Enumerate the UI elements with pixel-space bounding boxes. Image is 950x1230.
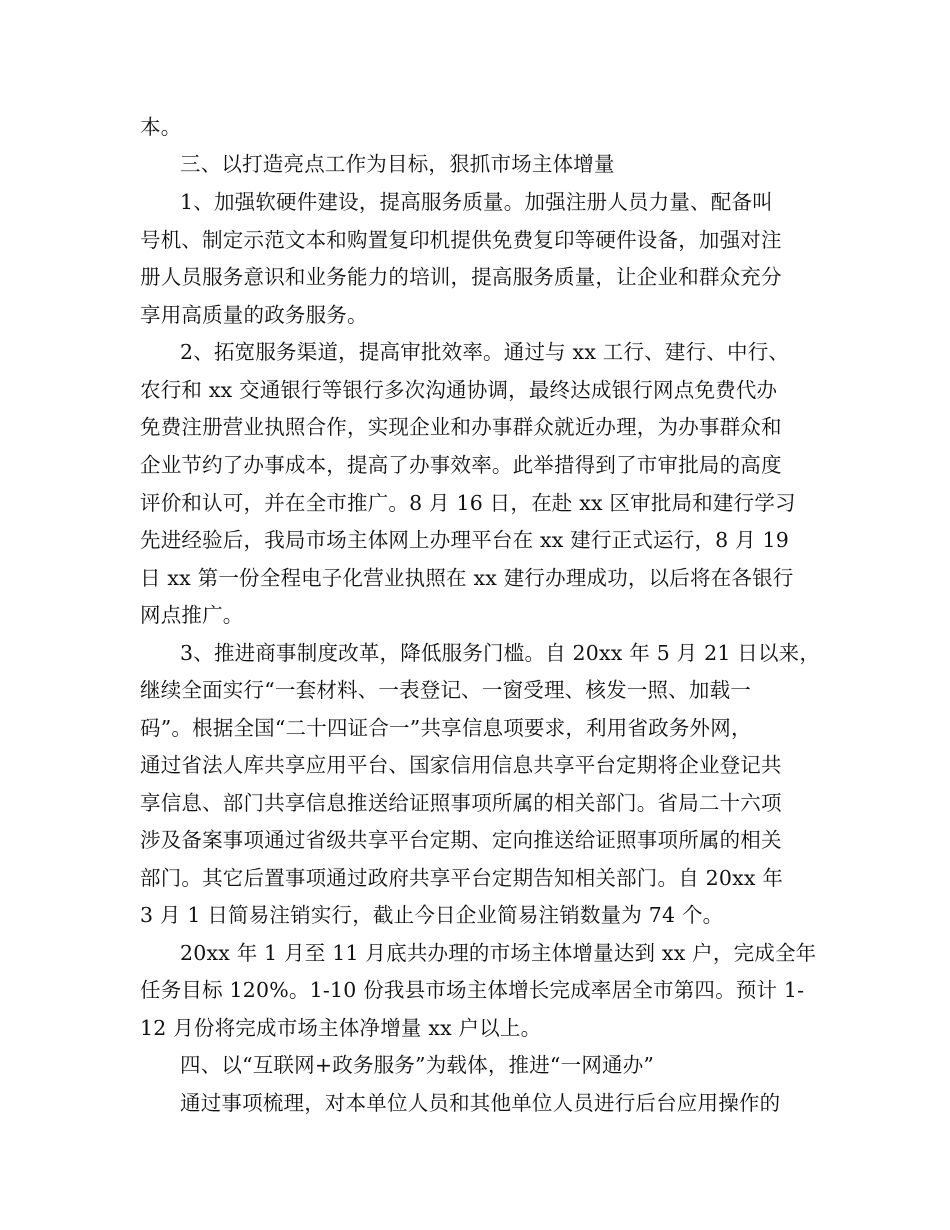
text-line: 享信息、部门共享信息推送给证照事项所属的相关部门。省局二十六项 [140,791,782,815]
section-heading: 四、以“互联网+政务服务”为载体，推进“一网通办” [180,1053,655,1077]
text-line: 3 月 1 日简易注销实行，截止今日企业简易注销数量为 74 个。 [140,903,724,927]
text-line: 涉及备案事项通过省级共享平台定期、定向推送给证照事项所属的相关 [140,828,782,852]
text-line: 码”。根据全国“二十四证合一”共享信息项要求，利用省政务外网， [140,716,752,740]
text-line: 任务目标 120%。1-10 份我县市场主体增长完成率居全市第四。预计 1- [140,978,805,1002]
text-line: 日 xx 第一份全程电子化营业执照在 xx 建行办理成功，以后将在各银行 [140,566,794,590]
text-line: 企业节约了办事成本，提高了办事效率。此举措得到了市审批局的高度 [140,453,782,477]
text-line: 先进经验后，我局市场主体网上办理平台在 xx 建行正式运行，8 月 19 [140,528,790,552]
text-line: 享用高质量的政务服务。 [140,303,368,327]
text-line: 继续全面实行“一套材料、一表登记、一窗受理、核发一照、加载一 [140,678,751,702]
text-line: 本。 [140,115,182,139]
paragraph-line: 3、推进商事制度改革，降低服务门槛。自 20xx 年 5 月 21 日以来， [180,641,821,665]
paragraph-line: 1、加强软硬件建设，提高服务质量。加强注册人员力量、配备叫 [180,190,773,214]
paragraph-line: 2、拓宽服务渠道，提高审批效率。通过与 xx 工行、建行、中行、 [180,340,790,364]
text-line: 农行和 xx 交通银行等银行多次沟通协调，最终达成银行网点免费代办 [140,378,778,402]
text-line: 通过省法人库共享应用平台、国家信用信息共享平台定期将企业登记共 [140,753,782,777]
paragraph-line: 20xx 年 1 月至 11 月底共办理的市场主体增量达到 xx 户，完成全年 [180,941,817,965]
paragraph-line: 通过事项梳理，对本单位人员和其他单位人员进行后台应用操作的 [180,1091,781,1115]
text-line: 部门。其它后置事项通过政府共享平台定期告知相关部门。自 20xx 年 [140,866,784,890]
text-line: 册人员服务意识和业务能力的培训，提高服务质量，让企业和群众充分 [140,265,782,289]
text-line: 免费注册营业执照合作，实现企业和办事群众就近办理，为办事群众和 [140,415,782,439]
text-line: 号机、制定示范文本和购置复印机提供免费复印等硬件设备，加强对注 [140,228,782,252]
text-line: 网点推广。 [140,603,244,627]
text-line: 评价和认可，并在全市推广。8 月 16 日，在赴 xx 区审批局和建行学习 [140,491,796,515]
text-line: 12 月份将完成市场主体净增量 xx 户以上。 [140,1016,542,1040]
section-heading: 三、以打造亮点工作为目标，狠抓市场主体增量 [180,152,615,176]
